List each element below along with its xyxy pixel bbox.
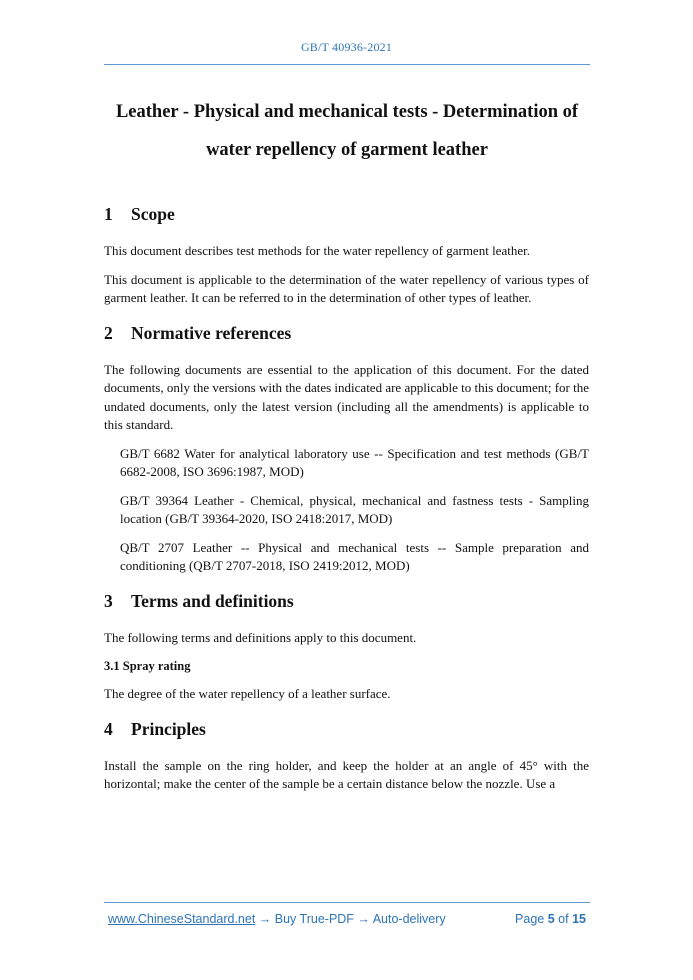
section-title: Normative references: [131, 322, 292, 343]
document-body: [104, 203, 589, 808]
page-current: 5: [547, 912, 555, 926]
paragraph: This document is applicable to the determination of the water repellency of various types of garment leather. It can be referred to in the determination of other types of leather.: [104, 271, 589, 305]
footer-tagline: → Buy True-PDF → Auto-delivery: [255, 912, 446, 926]
paragraph: The following documents are essential to the application of this document. For the dated documents, only the versions with the dates indicated are applicable to this document; for the undated documents, only the latest version (including all the amendments) is applicable to this standard.: [104, 361, 589, 432]
paragraph: This document describes test methods for the water repellency of garment leather.: [104, 243, 530, 258]
paragraph: Install the sample on the ring holder, and keep the holder at an angle of 45° with the horizontal; make the center of the sample be a certain distance below the nozzle. Use a: [104, 757, 589, 791]
term-heading: 3.1 Spray rating: [104, 659, 191, 673]
section-title: Principles: [131, 718, 206, 739]
page-total: 15: [572, 912, 586, 926]
section-heading-terms: [104, 590, 589, 612]
section-normative-references: [104, 322, 589, 576]
header-divider: [104, 64, 590, 65]
section-number: 2: [104, 322, 113, 343]
section-scope: [104, 203, 589, 308]
document-title: [104, 93, 590, 169]
page-number: [515, 912, 586, 926]
section-number: 4: [104, 718, 113, 739]
footer-divider: [104, 902, 590, 903]
section-heading-principles: [104, 718, 589, 740]
reference-item: GB/T 39364 Leather - Chemical, physical, mechanical and fastness tests - Sampling location (GB/T 39364-2020, ISO 2418:2017, MOD): [120, 492, 589, 526]
website-link[interactable]: www.ChineseStandard.net: [108, 912, 256, 926]
section-number: 1: [104, 204, 113, 224]
footer-promo: [108, 912, 446, 926]
header-standard-code: GB/T 40936-2021: [300, 40, 393, 54]
section-heading-scope: [104, 203, 589, 225]
section-title: Scope: [131, 204, 175, 224]
section-principles: [104, 718, 589, 794]
section-number: 3: [104, 590, 113, 611]
reference-item: QB/T 2707 Leather -- Physical and mechanical tests -- Sample preparation and conditioning (QB/T 2707-2018, ISO 2419:2012, MOD): [120, 539, 589, 573]
title-line-1: Leather - Physical and mechanical tests - Determination of: [115, 102, 579, 122]
title-line-2: water repellency of garment leather: [206, 140, 488, 160]
section-terms-definitions: [104, 590, 589, 704]
reference-item: GB/T 6682 Water for analytical laboratory use -- Specification and test methods (GB/T 6682-2008, ISO 3696:1987, MOD): [120, 445, 589, 479]
page-footer: [108, 912, 586, 926]
paragraph: The following terms and definitions apply to this document.: [104, 629, 417, 645]
page-label: Page: [515, 912, 545, 926]
term-definition: The degree of the water repellency of a leather surface.: [104, 686, 391, 701]
section-heading-normative-references: [104, 322, 589, 344]
page-of: of: [558, 912, 569, 926]
section-title: Terms and definitions: [131, 590, 294, 611]
